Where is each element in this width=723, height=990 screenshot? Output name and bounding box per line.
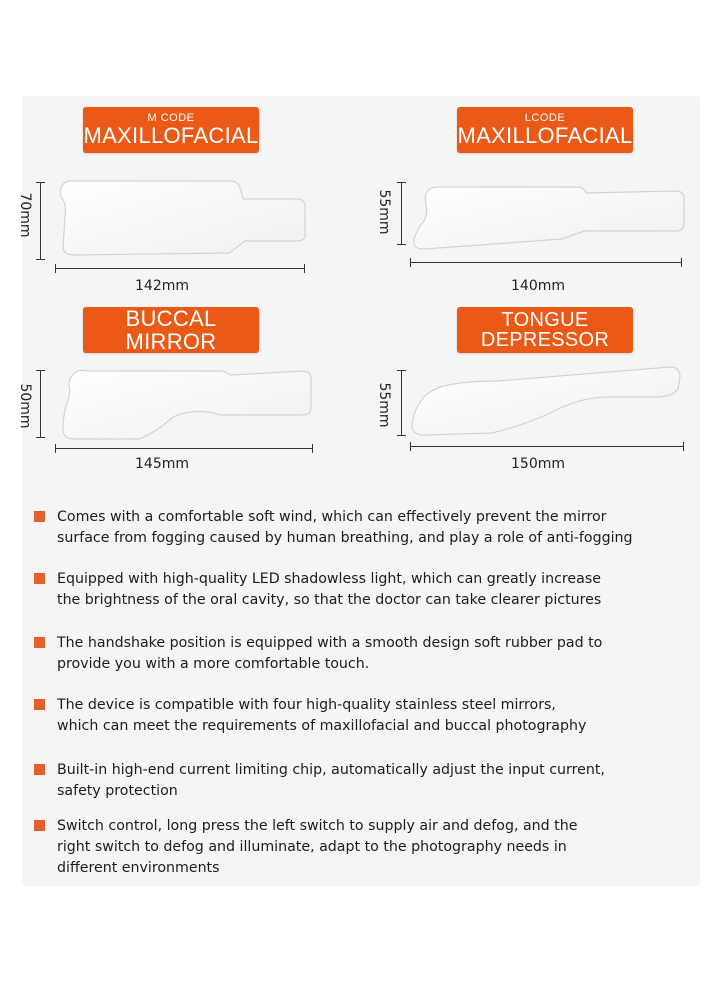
mirror-maxillofacial-l-image [408, 183, 688, 253]
badge-l-code-maxillofacial [457, 107, 633, 153]
square-bullet-icon [34, 764, 45, 775]
width-dimension-line [410, 262, 682, 263]
height-dimension-line [40, 370, 41, 438]
badge-tongue-depressor [457, 307, 633, 353]
height-label: 55mm [376, 189, 392, 235]
width-label: 142mm [135, 278, 189, 294]
feature-item-rubber-pad [34, 633, 694, 675]
feature-text: Switch control, long press the left switch to supply air and defog, and the right switch to defog and illuminate, adapt to the photography needs in different environments [57, 818, 578, 876]
badge-title: TONGUE DEPRESSOR [480, 309, 610, 351]
feature-text: Equipped with high-quality LED shadowless light, which can greatly increase the brightness of the oral cavity, so that the doctor can take clearer pictures [57, 571, 602, 608]
width-dimension-line [55, 448, 313, 449]
feature-text: The device is compatible with four high-quality stainless steel mirrors, which can meet the requirements of maxillofacial and buccal photography [57, 697, 587, 734]
feature-text: The handshake position is equipped with a smooth design soft rubber pad to provide you with a more comfortable touch. [57, 635, 603, 672]
height-label: 70mm [17, 192, 33, 238]
mirror-tongue-depressor-image [408, 363, 688, 443]
badge-title: MAXILLOFACIAL [83, 123, 259, 149]
feature-item-anti-fog [34, 507, 694, 549]
badge-m-code-maxillofacial [83, 107, 259, 153]
height-dimension-line [40, 182, 41, 260]
square-bullet-icon [34, 637, 45, 648]
mirror-maxillofacial-m-image [55, 177, 310, 262]
mirror-buccal-image [55, 367, 315, 447]
width-label: 145mm [135, 456, 189, 472]
square-bullet-icon [34, 573, 45, 584]
height-label: 50mm [17, 383, 33, 429]
feature-item-switch-control [34, 816, 694, 879]
width-label: 140mm [511, 278, 565, 294]
square-bullet-icon [34, 820, 45, 831]
badge-title: BUCCAL MIRROR [125, 305, 217, 354]
square-bullet-icon [34, 699, 45, 710]
badge-buccal-mirror [83, 307, 259, 353]
badge-title: MAXILLOFACIAL [457, 123, 633, 149]
feature-text: Built-in high-end current limiting chip, automatically adjust the input current, safety protection [57, 762, 605, 799]
height-dimension-line [401, 182, 402, 245]
badge-code: M CODE [147, 111, 195, 124]
width-label: 150mm [511, 456, 565, 472]
width-dimension-line [55, 268, 305, 269]
height-dimension-line [401, 370, 402, 436]
feature-text: Comes with a comfortable soft wind, which can effectively prevent the mirror surface from fogging caused by human breathing, and play a role of anti-fogging [57, 509, 633, 546]
feature-item-led [34, 569, 694, 611]
height-label: 55mm [376, 382, 392, 428]
width-dimension-line [410, 446, 684, 447]
feature-item-current-chip [34, 760, 694, 802]
square-bullet-icon [34, 511, 45, 522]
feature-item-compatibility [34, 695, 694, 737]
badge-code: LCODE [524, 111, 566, 124]
